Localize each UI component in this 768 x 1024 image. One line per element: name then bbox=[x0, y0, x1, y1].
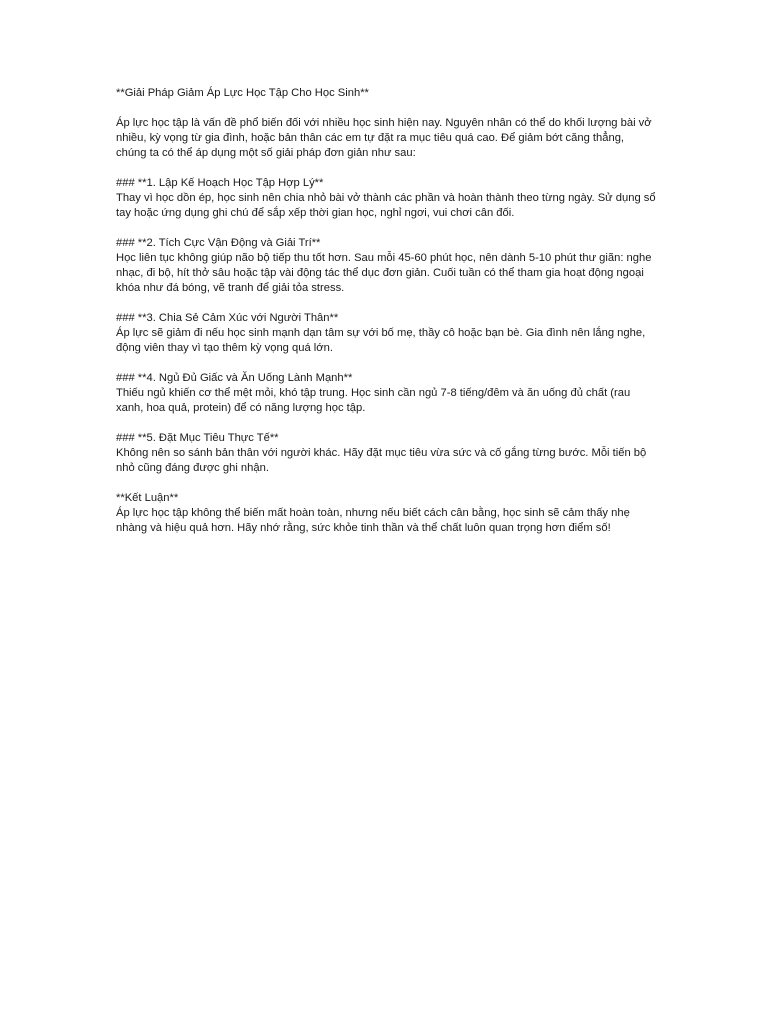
section-5-body: Không nên so sánh bản thân với người khác. Hãy đặt mục tiêu vừa sức và cố gắng từng bước. Mỗi tiến bộ nhỏ cũng đáng được ghi nhận. bbox=[116, 447, 650, 474]
spacer bbox=[116, 476, 656, 491]
section-3-body: Áp lực sẽ giảm đi nếu học sinh mạnh dạn tâm sự với bố mẹ, thầy cô hoặc bạn bè. Gia đình nên lắng nghe, động viên thay vì tạo thêm kỳ vọng quá lớn. bbox=[116, 327, 649, 354]
conclusion-heading: **Kết Luận** bbox=[116, 492, 179, 504]
section-1-heading: ### **1. Lập Kế Hoạch Học Tập Hợp Lý** bbox=[116, 177, 324, 189]
section-4-heading: ### **4. Ngủ Đủ Giấc và Ăn Uống Lành Mạnh** bbox=[116, 372, 353, 384]
spacer bbox=[116, 356, 656, 371]
spacer bbox=[116, 416, 656, 431]
document-body bbox=[116, 86, 659, 536]
section-3-heading: ### **3. Chia Sẻ Cảm Xúc với Người Thân** bbox=[116, 312, 339, 324]
spacer bbox=[116, 221, 656, 236]
conclusion-body: Áp lực học tập không thể biến mất hoàn toàn, nhưng nếu biết cách cân bằng, học sinh sẽ cảm thấy nhẹ nhàng và hiệu quả hơn. Hãy nhớ rằng, sức khỏe tinh thần và thể chất luôn quan trọng hơn điểm số! bbox=[116, 507, 633, 534]
intro-paragraph: Áp lực học tập là vấn đề phổ biến đối với nhiều học sinh hiện nay. Nguyên nhân có thể do khối lượng bài vở nhiều, kỳ vọng từ gia đình, hoặc bản thân các em tự đặt ra mục tiêu quá cao. Để giảm bớt căng thẳng, chúng ta có thể áp dụng một số giải pháp đơn giản như sau: bbox=[116, 117, 655, 159]
spacer bbox=[116, 296, 656, 311]
section-5-heading: ### **5. Đặt Mục Tiêu Thực Tế** bbox=[116, 432, 279, 444]
spacer bbox=[116, 161, 656, 176]
document-title: **Giải Pháp Giảm Áp Lực Học Tập Cho Học Sinh** bbox=[116, 87, 369, 99]
section-2-body: Học liên tục không giúp não bộ tiếp thu tốt hơn. Sau mỗi 45-60 phút học, nên dành 5-10 phút thư giãn: nghe nhạc, đi bộ, hít thở sâu hoặc tập vài động tác thể dục đơn giản. Cuối tuần có thể tham gia hoạt động ngoại khóa như đá bóng, vẽ tranh để giải tỏa stress. bbox=[116, 252, 655, 294]
spacer bbox=[116, 101, 656, 116]
section-2-heading: ### **2. Tích Cực Vận Động và Giải Trí** bbox=[116, 237, 321, 249]
section-4-body: Thiếu ngủ khiến cơ thể mệt mỏi, khó tập trung. Học sinh cần ngủ 7-8 tiếng/đêm và ăn uống đủ chất (rau xanh, hoa quả, protein) để có năng lượng học tập. bbox=[116, 387, 634, 414]
section-1-body: Thay vì học dồn ép, học sinh nên chia nhỏ bài vở thành các phần và hoàn thành theo từng ngày. Sử dụng sổ tay hoặc ứng dụng ghi chú để sắp xếp thời gian học, nghỉ ngơi, vui chơi cân đối. bbox=[116, 192, 659, 219]
